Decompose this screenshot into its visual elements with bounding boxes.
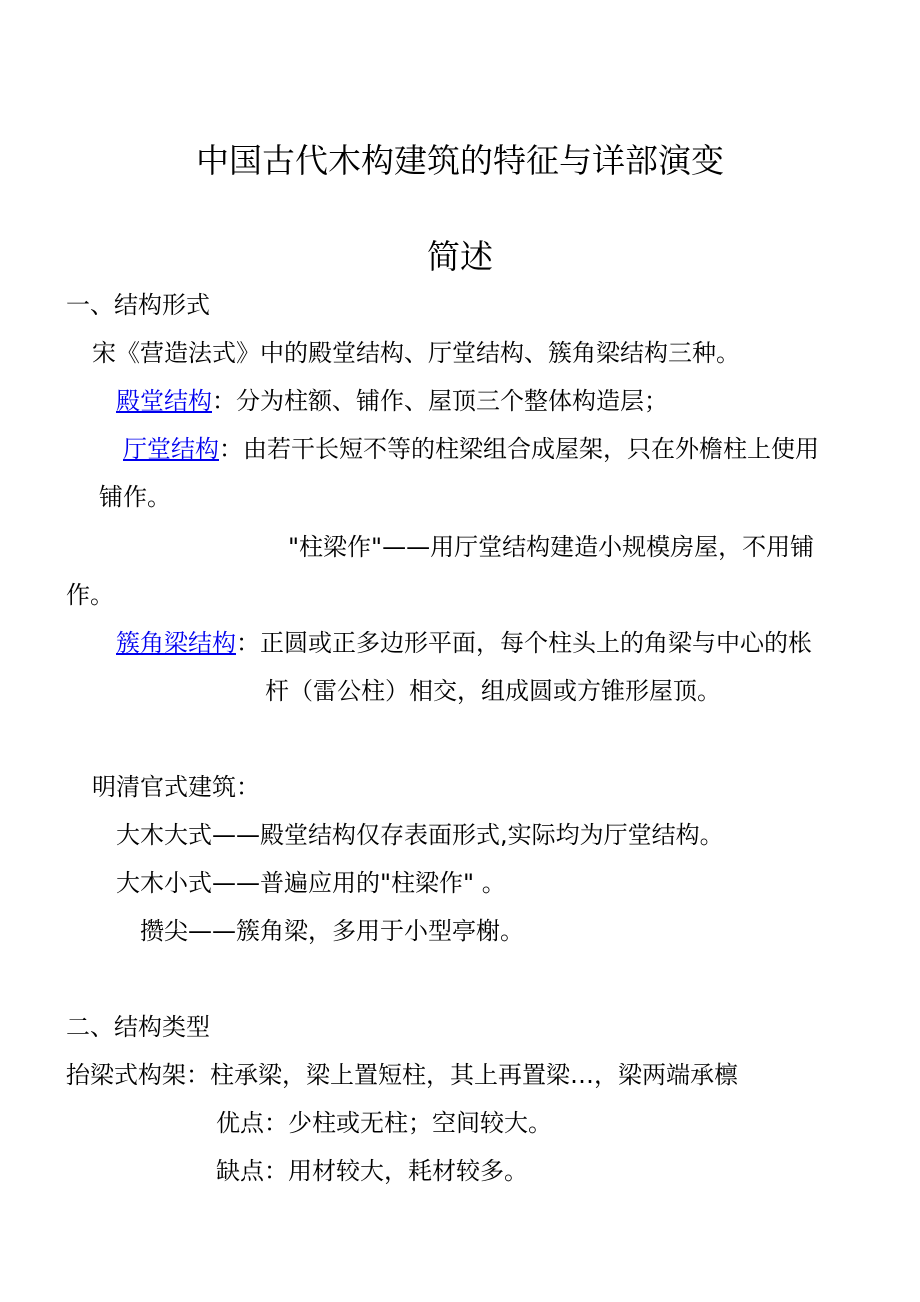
mingqing-item-damu-dashi: 大木大式——殿堂结构仅存表面形式,实际均为厅堂结构。 [116, 821, 724, 849]
mingqing-item-damu-xiaoshi: 大木小式——普遍应用的"柱梁作" 。 [116, 869, 506, 897]
tingtang-continuation: 铺作。 [99, 483, 171, 511]
diantang-link[interactable]: 殿堂结构 [116, 387, 212, 415]
zhuliangzuo-text: "柱梁作"——用厅堂结构建造小规模房屋，不用铺 [288, 533, 815, 561]
cujiaoliang-paragraph [116, 628, 812, 658]
diantang-paragraph [116, 386, 668, 416]
tailiang-description: 抬梁式构架：柱承梁，梁上置短柱，其上再置梁…，梁两端承檩 [66, 1061, 738, 1089]
cujiaoliang-link[interactable]: 簇角梁结构 [116, 629, 236, 657]
mingqing-item-cuanjian: 攒尖——簇角梁，多用于小型亭榭。 [140, 917, 524, 945]
tingtang-paragraph [123, 434, 819, 464]
cujiaoliang-continuation: 杆（雷公柱）相交，组成圆或方锥形屋顶。 [265, 677, 721, 705]
diantang-text: ：分为柱额、铺作、屋顶三个整体构造层； [212, 387, 668, 415]
mingqing-heading: 明清官式建筑： [92, 773, 260, 801]
section1-intro: 宋《营造法式》中的殿堂结构、厅堂结构、簇角梁结构三种。 [92, 339, 740, 367]
cujiaoliang-text: ：正圆或正多边形平面，每个柱头上的角梁与中心的枨 [236, 629, 812, 657]
tailiang-disadvantage: 缺点：用材较大，耗材较多。 [216, 1157, 528, 1185]
document-subtitle: 简述 [427, 237, 493, 276]
section1-heading: 一、结构形式 [66, 291, 210, 319]
section2-heading: 二、结构类型 [66, 1013, 210, 1041]
tailiang-advantage: 优点：少柱或无柱；空间较大。 [216, 1109, 552, 1137]
tingtang-link[interactable]: 厅堂结构 [123, 435, 219, 463]
document-title: 中国古代木构建筑的特征与详部演变 [196, 141, 724, 180]
zhuliangzuo-continuation: 作。 [66, 581, 114, 609]
tingtang-text: ：由若干长短不等的柱梁组合成屋架，只在外檐柱上使用 [219, 435, 819, 463]
